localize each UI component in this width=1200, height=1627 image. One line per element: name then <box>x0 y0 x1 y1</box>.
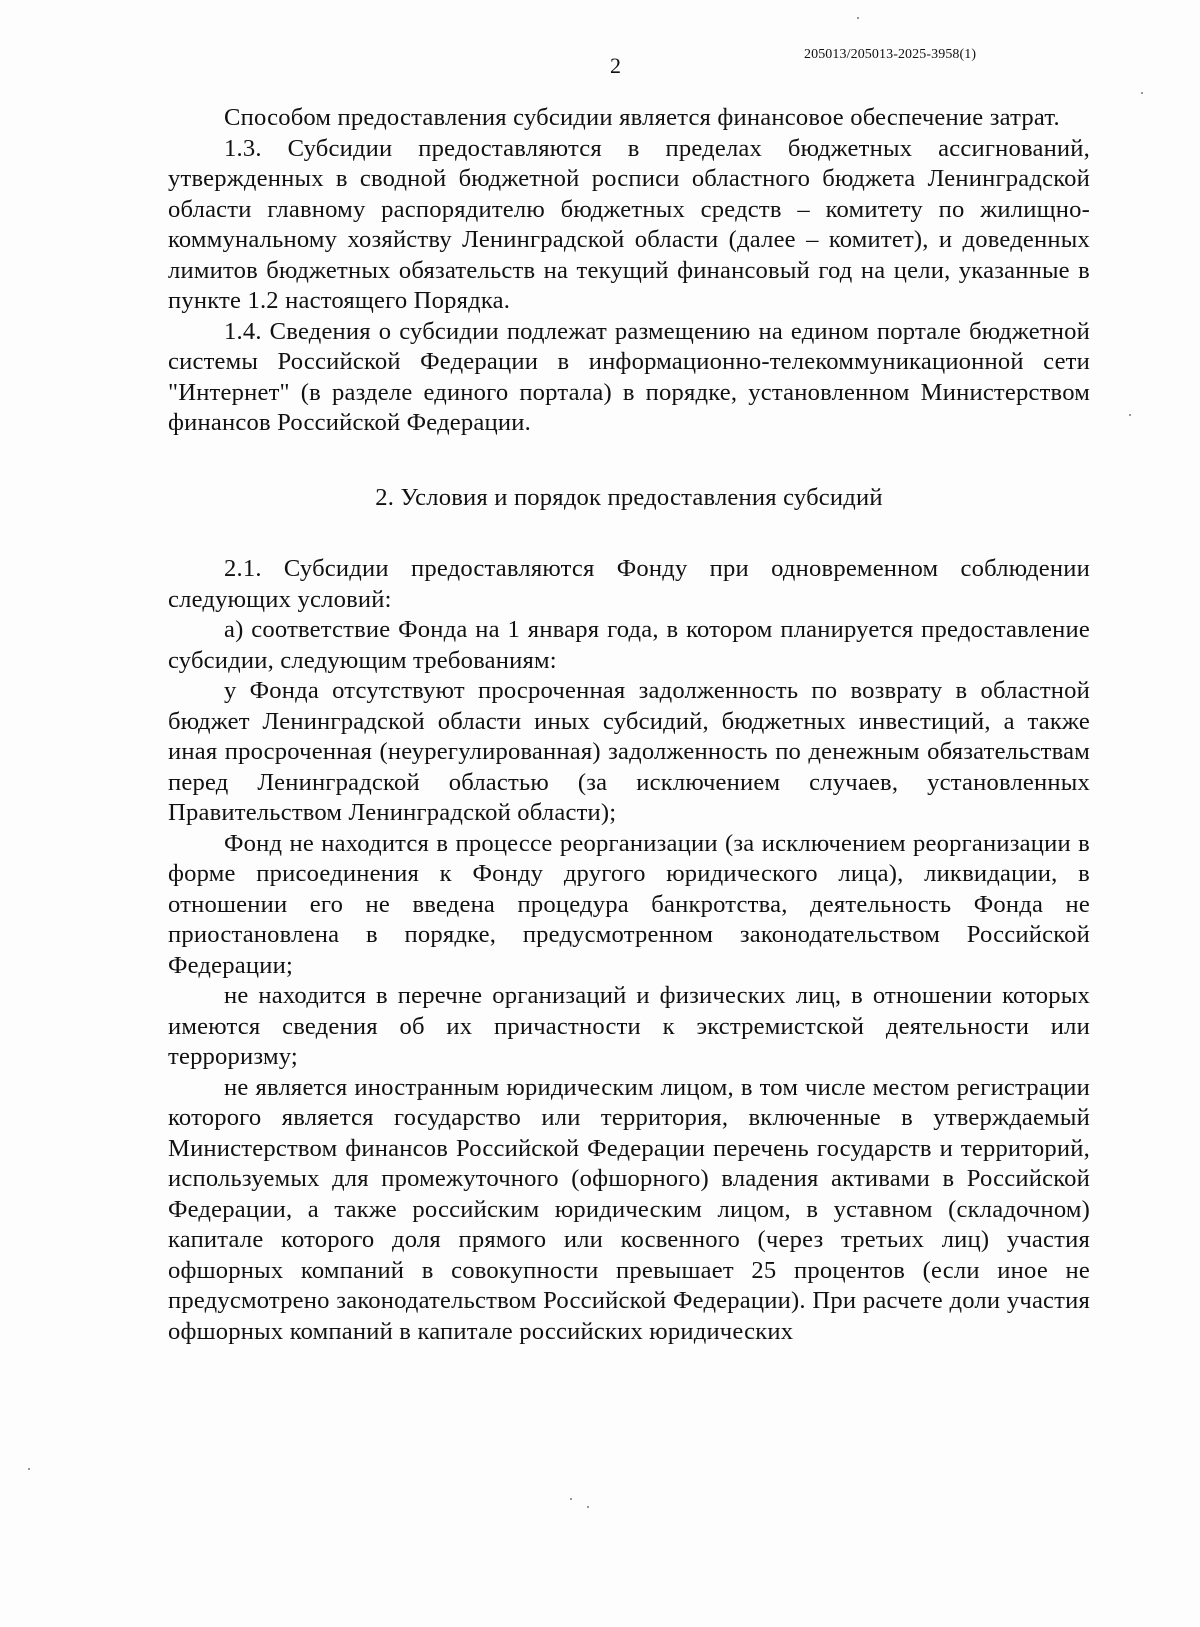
scan-dot <box>1129 414 1131 416</box>
document-id: 205013/205013-2025-3958(1) <box>804 47 977 62</box>
paragraph-1-3: 1.3. Субсидии предоставляются в пределах бюджетных ассигнований, утвержденных в сводной бюджетной росписи областного бюджета Ленинградской области главному распорядителю бюджетных средств – комитету по жилищно-коммунальному хозяйству Ленинградской области (далее – комитет), и доведенных лимитов бюджетных обязательств на текущий финансовый год на цели, указанные в пункте 1.2 настоящего Порядка. <box>168 134 1090 314</box>
paragraph-no-debt: у Фонда отсутствуют просроченная задолженность по возврату в областной бюджет Ленинградской области иных субсидий, бюджетных инвестиций, а также иная просроченная (неурегулированная) задолженность по денежным обязательствам перед Ленинградской областью (за исключением случаев, установленных Правительством Ленинградской области); <box>168 677 1090 826</box>
paragraph-not-foreign-entity: не является иностранным юридическим лицом, в том числе местом регистрации которого является государство или территория, включенные в утверждаемый Министерством финансов Российской Федерации перечень государств и территорий, используемых для промежуточного (офшорного) владения активами в Российской Федерации, а также российским юридическим лицом, в уставном (складочном) капитале которого доля прямого или косвенного (через третьих лиц) участия офшорных компаний в совокупности превышает 25 процентов (если иное не предусмотрено законодательством Российской Федерации). При расчете доли участия офшорных компаний в капитале российских юридических <box>168 1073 1090 1345</box>
page-number: 2 <box>610 53 621 78</box>
document-body <box>168 103 1090 1347</box>
scan-dot <box>570 1498 572 1500</box>
scan-dot <box>857 17 859 19</box>
paragraph-2-1: 2.1. Субсидии предоставляются Фонду при одновременном соблюдении следующих условий: <box>168 555 1090 613</box>
paragraph-condition-a: а) соответствие Фонда на 1 января года, в котором планируется предоставление субсидии, следующим требованиям: <box>168 616 1090 674</box>
scan-dot <box>1141 92 1143 94</box>
paragraph-not-in-list: не находится в перечне организаций и физических лиц, в отношении которых имеются сведения об их причастности к экстремистской деятельности или терроризму; <box>168 982 1090 1070</box>
paragraph-1-4: 1.4. Сведения о субсидии подлежат размещению на едином портале бюджетной системы Российской Федерации в информационно-телекоммуникационной сети "Интернет" (в разделе единого портала) в порядке, установленном Министерством финансов Российской Федерации. <box>168 317 1090 436</box>
paragraph-subsidy-method: Способом предоставления субсидии является финансовое обеспечение затрат. <box>224 104 1060 131</box>
scan-dot <box>28 1468 30 1470</box>
scan-dot <box>587 1506 589 1508</box>
section-title: 2. Условия и порядок предоставления субсидий <box>375 483 883 511</box>
paragraph-no-reorganization: Фонд не находится в процессе реорганизации (за исключением реорганизации в форме присоединения к Фонду другого юридического лица), ликвидации, в отношении его не введена процедура банкротства, деятельность Фонда не приостановлена в порядке, предусмотренном законодательством Российской Федерации; <box>168 829 1090 979</box>
